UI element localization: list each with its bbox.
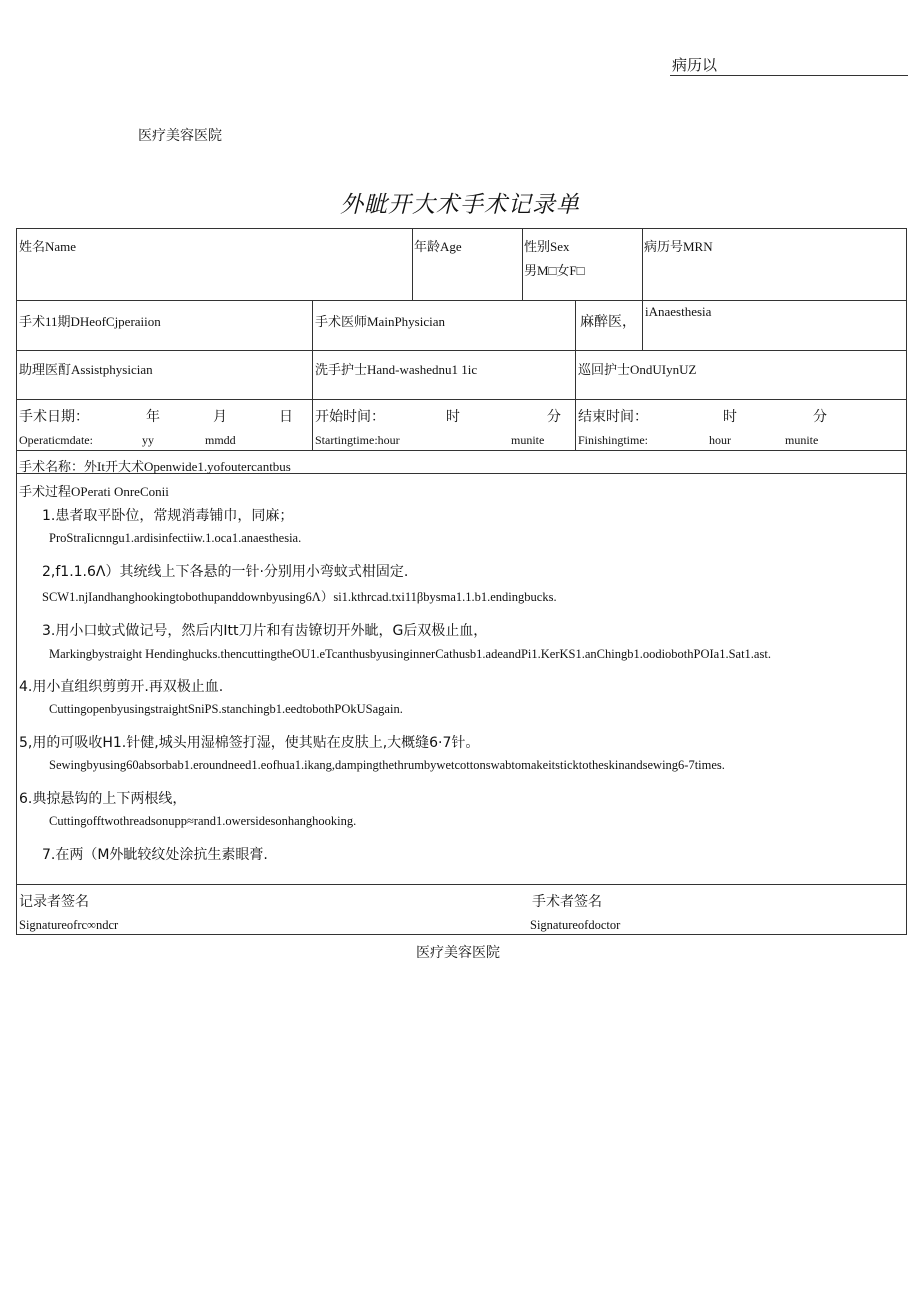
step-5-en: Sewingbyusing60absorbab1.eroundneed1.eofhua1.ikang,dampingthethrumbywetcottonswabtomakeitsticktotheskinandsewing6-7times. — [49, 758, 725, 772]
main-physician-label: 手术医师MainPhysician — [315, 314, 445, 329]
end-time-en: Finishingtime: — [578, 433, 649, 447]
step-2-zh: 2,f1.1.6Λ）其统线上下各悬的一针·分别用小弯蚊式柑固定. — [42, 564, 409, 580]
end-time-label: 结束时间： — [578, 409, 648, 425]
operation-date-label: 手术11期DHeofCjperaiion — [19, 314, 161, 329]
record-mark: 病历以 — [672, 56, 718, 74]
step-3-zh: 3.用小口蚊式做记号，然后内Itt刀片和有齿镣切开外眦，G后双极止血， — [42, 623, 488, 639]
surgery-date-label: 手术日期： — [19, 409, 89, 425]
day-label: 日 — [279, 409, 293, 425]
step-5-zh: 5,用的可吸收H1.针健,城头用湿棉签打湿，使其贴在皮肤上,大概缝6·7针。 — [19, 735, 480, 751]
page-title: 外眦开大术手术记录单 — [340, 192, 580, 218]
mrn-field-label: 病历号MRN — [644, 239, 713, 254]
sex-options: 男M□女F□ — [524, 263, 585, 278]
step-6-en: Cuttingofftwothreadsonupp≈rand1.owersidesonhanghooking. — [49, 814, 357, 828]
recorder-signature-en: Signatureofrc∞ndcr — [19, 918, 119, 932]
hand-washed-nurse-label: 洗手护士Hand-washednu1 1ic — [315, 362, 478, 377]
circulating-nurse-label: 巡回护士OndUIynUZ — [578, 362, 697, 377]
end-minute-label: 分 — [813, 409, 827, 425]
age-field-label: 年龄Age — [414, 239, 462, 254]
step-2-en: SCW1.njIandhanghookingtobothupanddownbyusing6Λ）si1.kthrcad.txi11βbysma1.1.b1.endingbucks. — [42, 590, 557, 604]
step-7-zh: 7.在两（M外眦较纹处涂抗生素眼膏. — [42, 847, 268, 863]
start-minute-label: 分 — [547, 409, 561, 425]
process-heading: 手术过程OPerati OnreConii — [19, 484, 169, 499]
surgeon-signature-label: 手术者签名 — [532, 894, 602, 910]
yy-label: yy — [142, 433, 154, 447]
month-label: 月 — [213, 409, 227, 425]
mmdd-label: mmdd — [205, 433, 236, 447]
anaesthesia-label: iAnaesthesia — [645, 304, 712, 319]
operation-name-label: 手术名称：外It开大术Openwide1.yofoutercantbus — [19, 459, 291, 474]
start-time-label: 开始时间： — [315, 409, 385, 425]
anesthetist-label: 麻醉医， — [580, 314, 636, 330]
step-1-en: ProStraIicnngu1.ardisinfectiiw.1.oca1.anaesthesia. — [49, 531, 302, 545]
end-hour-label: 时 — [723, 409, 737, 425]
start-hour-label: 时 — [446, 409, 460, 425]
record-mark-underline — [670, 75, 908, 76]
name-field-label: 姓名Name — [19, 239, 77, 254]
assistant-physician-label: 助理医酊Assistphysician — [19, 362, 153, 377]
surgery-date-en: Operaticmdate: — [19, 433, 93, 447]
end-hour-en: hour — [709, 433, 731, 447]
step-3-en: Markingbystraight Hendinghucks.thencuttingtheOU1.eTcanthusbyusinginnerCathusb1.adeandPi1.KerKS1.anChingb1.oodiobothPOIa1.Sat1.ast. — [49, 647, 771, 661]
start-time-en: Startingtime:hour — [315, 433, 400, 447]
step-6-zh: 6.典掠悬钩的上下两根线， — [19, 791, 187, 807]
step-1-zh: 1.患者取平卧位，常规消毒铺巾，同麻； — [42, 508, 294, 524]
end-minute-en: munite — [785, 433, 819, 447]
step-4-zh: 4.用小直组织剪剪开.再双极止血. — [19, 679, 224, 695]
sex-field-label: 性别Sex — [524, 239, 570, 254]
hospital-name-top: 医疗美容医院 — [138, 128, 222, 144]
hospital-name-footer: 医疗美容医院 — [416, 945, 500, 961]
step-4-en: CuttingopenbyusingstraightSniPS.stanchingb1.eedtobothPOkUSagain. — [49, 702, 403, 716]
start-minute-en: munite — [511, 433, 545, 447]
surgeon-signature-en: Signatureofdoctor — [530, 918, 621, 932]
recorder-signature-label: 记录者签名 — [19, 894, 89, 910]
year-label: 年 — [146, 409, 160, 425]
